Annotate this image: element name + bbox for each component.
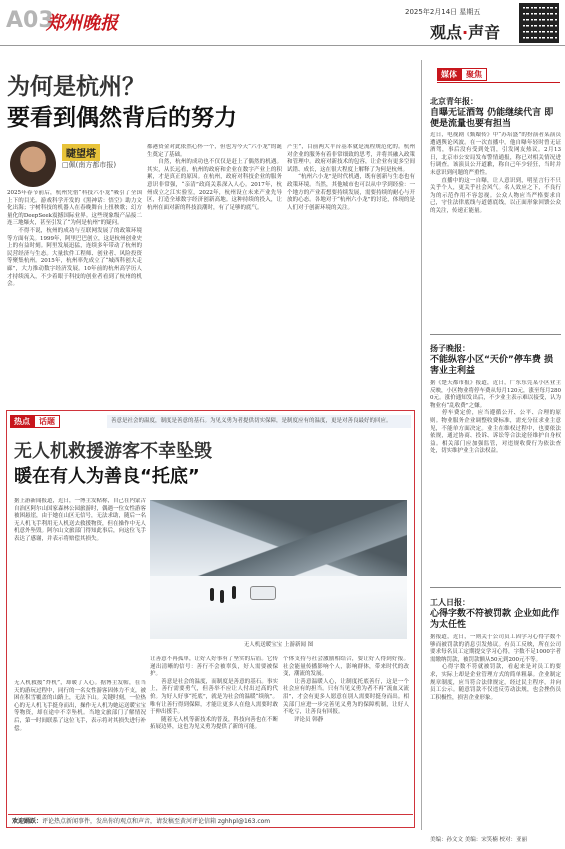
hot-topic-tag [10, 415, 60, 428]
feature-body-right: 个体支持与社会激励相结合，要让好人得到好报。社会能量传播影响个人，影响群体，带来时代的改变，潮流的发展。 让善意温暖人心，让制度托底善行，这是一个社会应有的担当。只有当见义勇为者不再“流血又流泪”，才会有更多人愿意在别人需要时挺身而出。相关部门应进一步完善见义勇为的保障机制，让好人不吃亏，让善良有回报。 评论员 韩静 [283, 656, 409, 723]
page-number: A03 [6, 8, 54, 33]
media-tag-2: 聚焦 [461, 68, 487, 81]
section-main: 观点 [430, 23, 463, 42]
lead-column-2: 都港资金对此依然心怀一个，但也为今天“六小龙”的诞生奠定了基础。 自然，杭州的成功也不仅仅是赶上了偶然的机遇。其实，从长远看，杭州的政府和企业在数字产业上的积累，才是真正的原因。在杭州，政府对科技企业的服务意识非常强，“亲清”政商关系深入人心。2017年，杭州成立之江实验室，2022年，杭州设立未来产业先导区，打造全球数字经济创新高地。这种持续的投入，让杭州在面对新的科技浪潮时，有了足够的底气。 [147, 144, 282, 211]
feature-intro: 据上游新闻报道，近日，一博主发帖称，自己在内蒙古自治区阿尔山国家森林公园旅游时，偶遇一位女性游客被困悬崖，由于她在山区无信号，无法求助，随后一名无人机飞手利用无人机送去救援物资，但在操作中无人机意外坠毁。阿尔山文旅部门得知此事后，向这位飞手表达了感谢，并表示将赔偿其损失。 [14, 498, 146, 542]
photo-snow-road [150, 576, 407, 639]
right-item-source: 扬子晚报： [430, 344, 470, 353]
section-sub: 声音 [468, 23, 501, 42]
feature-title-line2: 暖在有人为善良“托底” [14, 466, 200, 487]
issue-date: 2025年2月14日 星期五 [405, 8, 481, 16]
rescue-photo [150, 500, 407, 639]
right-item-title: 不能纵容小区“天价”停车费 损害业主利益 [430, 355, 553, 376]
author-name: 睫望塔 [62, 144, 100, 161]
tag-topic: 话题 [34, 415, 60, 428]
media-focus-tag [437, 68, 487, 81]
tag-hot: 热点 [10, 415, 34, 428]
right-item-body: 据《楚天都市报》报道，近日，广东东莞某小区业主反映，小区物业将停车费从每月120元，涨至每月2800元。涨价通知发出后，不少业主表示难以接受，认为物业有“乱收费”之嫌。 停车费定价，应当遵循公开、公平、合理的原则。物业服务企业调整收费标准，需充分征求业主意见，不能单方面决定。业主在维权过程中，也要依法依规，通过协商、投诉、诉讼等合法途径维护自身权益。相关部门应加强监管，对违规收费行为依法查处，切实维护业主合法权益。 [430, 380, 561, 455]
footer-text: 评论热点新闻事件，发出你的观点和声音，请发稿至黄河评论信箱 zghhpl@163.com [42, 818, 271, 825]
photo-person [220, 590, 224, 603]
feature-title-line1: 无人机救援游客不幸坠毁 [14, 441, 212, 462]
lead-title-line1: 为何是杭州？ [7, 74, 145, 100]
photo-person [210, 588, 214, 601]
page-credits: 美编：孙文文 美编：宋笑楠 校对：亚丽 [430, 837, 527, 843]
right-item-title: 自曝无证酒驾 仍能继续代言 即便是流量也要有担当 [430, 108, 554, 129]
author-org: □佩(南方都市报) [62, 161, 117, 169]
right-divider [430, 334, 561, 335]
photo-person [232, 586, 236, 599]
paper-logo: 郑州晚报 [46, 13, 118, 34]
page-header [0, 0, 565, 46]
feature-footer [8, 814, 413, 827]
right-divider [430, 587, 561, 588]
section-dot: · [462, 23, 469, 42]
photo-car [250, 586, 276, 600]
qr-code-icon[interactable] [519, 3, 559, 43]
author-avatar [10, 141, 56, 187]
photo-caption: 无人机送暖宝宝 上游新闻 图 [243, 642, 314, 648]
feature-body-left: 无人机救援“炸机”，却暖了人心。据博主发帖，在当天的游玩过程中，同行的一名女性游客因体力不支，被困在积雪覆盖的山路上，无法下山。关键时刻，一位热心的无人机飞手挺身而出，操作无人机为她运送暖宝宝等物资，却在途中不幸坠机。当地文旅部门了解情况后，第一时间联系了这位飞手，表示将对其损失进行补偿。 [14, 680, 146, 732]
right-item-title: 心得字数不符被罚款 企业如此作为太任性 [430, 609, 560, 630]
right-item-body: 据报道，近日，一则关于公司员工因学习心得字数不够而被罚款的消息引发热议。有员工反映，所在公司要求每名员工定期提交学习心得，字数不足1000字者需缴纳罚款，被罚款额从50元到200元不等。 心得字数不符就被罚款，看起来是对员工的要求，实际上却是企业管理方式的简单粗暴。企业制定规章制度，应当符合法律规定，经过民主程序，并向员工公示。随意罚款不仅违反劳动法规，也会挫伤员工积极性，损害企业形象。 [430, 634, 561, 701]
right-item-source: 工人日报： [430, 598, 470, 607]
lead-column-3: 产生”，目前两大平台基本就是流程规范化的。杭州对企业的服务有着非常细致的思考，并将其融入政策和管理中。政府对新技术的包容，让企业有更多空间试错、成长，这在很大程度上解释了为何是杭州。 “杭州六小龙”是时代机遇，既有创新与生态也有政策环境。当然，其他城市也可以从中学到经验：一个地方的产业若想要持续发展，需要持续的耐心与开放的心态。各地对于“杭州六小龙”的讨论，体现的是人们对于创新环境的关注。 [287, 144, 415, 211]
media-underline [437, 82, 560, 83]
column-divider [421, 60, 422, 830]
section-title [430, 20, 500, 43]
right-item-source: 北京青年报： [430, 97, 478, 106]
right-item-body: 近日，电视剧《甄嬛传》中“苏培盛”的扮演者某演员遭遇舆论风波。在一次直播中，他自曝年轻时曾无证酒驾，事后没有受到处罚，引发网友热议。2月13日，北京市公安局发布警情通报，称已对相关情况进行调查。该演员公开道歉，称自己年少轻狂，当时并未意识到问题的严重性。 直播中的这一自曝，让人意识到，明星言行不只关乎个人，更关乎社会风气。名人效应之下，不良行为的示范作用不容忽视。公众人物应当严格要求自己，守住法律底线与道德底线，以正面形象回馈公众的关注，传递正能量。 [430, 132, 561, 214]
footer-label: 欢迎踊跃： [12, 818, 43, 825]
feature-summary: 善意是社会的温度，制度是善意的基石。为见义勇为者提供切实保障，是制度应有的温度，更是对善良最好的回应。 [107, 415, 411, 428]
lead-title-line2: 要看到偶然背后的努力 [7, 105, 237, 131]
lead-column-1: 2025年春节前后，杭州凭借“科技六小龙”吸引了全国上下的目光。游戏科学开发的《黑神话：悟空》助力文化出海；宇树科技的机器人在春晚舞台上扭秧歌；幻方量化的DeepSeek震撼国际业界。这些现象级产品接二连三地爆火，甚至引发了“为何是杭州”的疑问。 不得不说，杭州的成功与互联网发展了的政策环境等方面有关。1999年，阿里巴巴创立，这是杭州创业史上的有益时刻。阿里发展迅猛，连续多年带动了杭州的民营经济与生态。大量软件工程师、创业者、风险投资等聚集杭州。2015年，杭州率先成立了“城西科创大走廊”，大力推动数字经济发展。10年前的杭州高学历人才持续流入，不少着眼于科技的创业者看到了杭州的机会。 [7, 190, 142, 288]
feature-body-mid: 让善意不再孤单，让好人好事有了坚实的后盾。它传递出清晰的信号：善行不会被辜负，好人需要被保护。 善意是社会的温度，而制度是善意的基石。事实上，善行需要勇气，但善举不应让人付出过高的代价。为好人好事“托底”，就是为社会的温暖“续航”。唯有让善行得到保障，才能让更多人在他人需要时敢于伸出援手。 随着无人机等新技术的普及，科技向善也在不断拓展边界，这也为见义勇为提供了新的可能。 [150, 656, 278, 731]
media-tag-1: 媒体 [437, 68, 461, 81]
